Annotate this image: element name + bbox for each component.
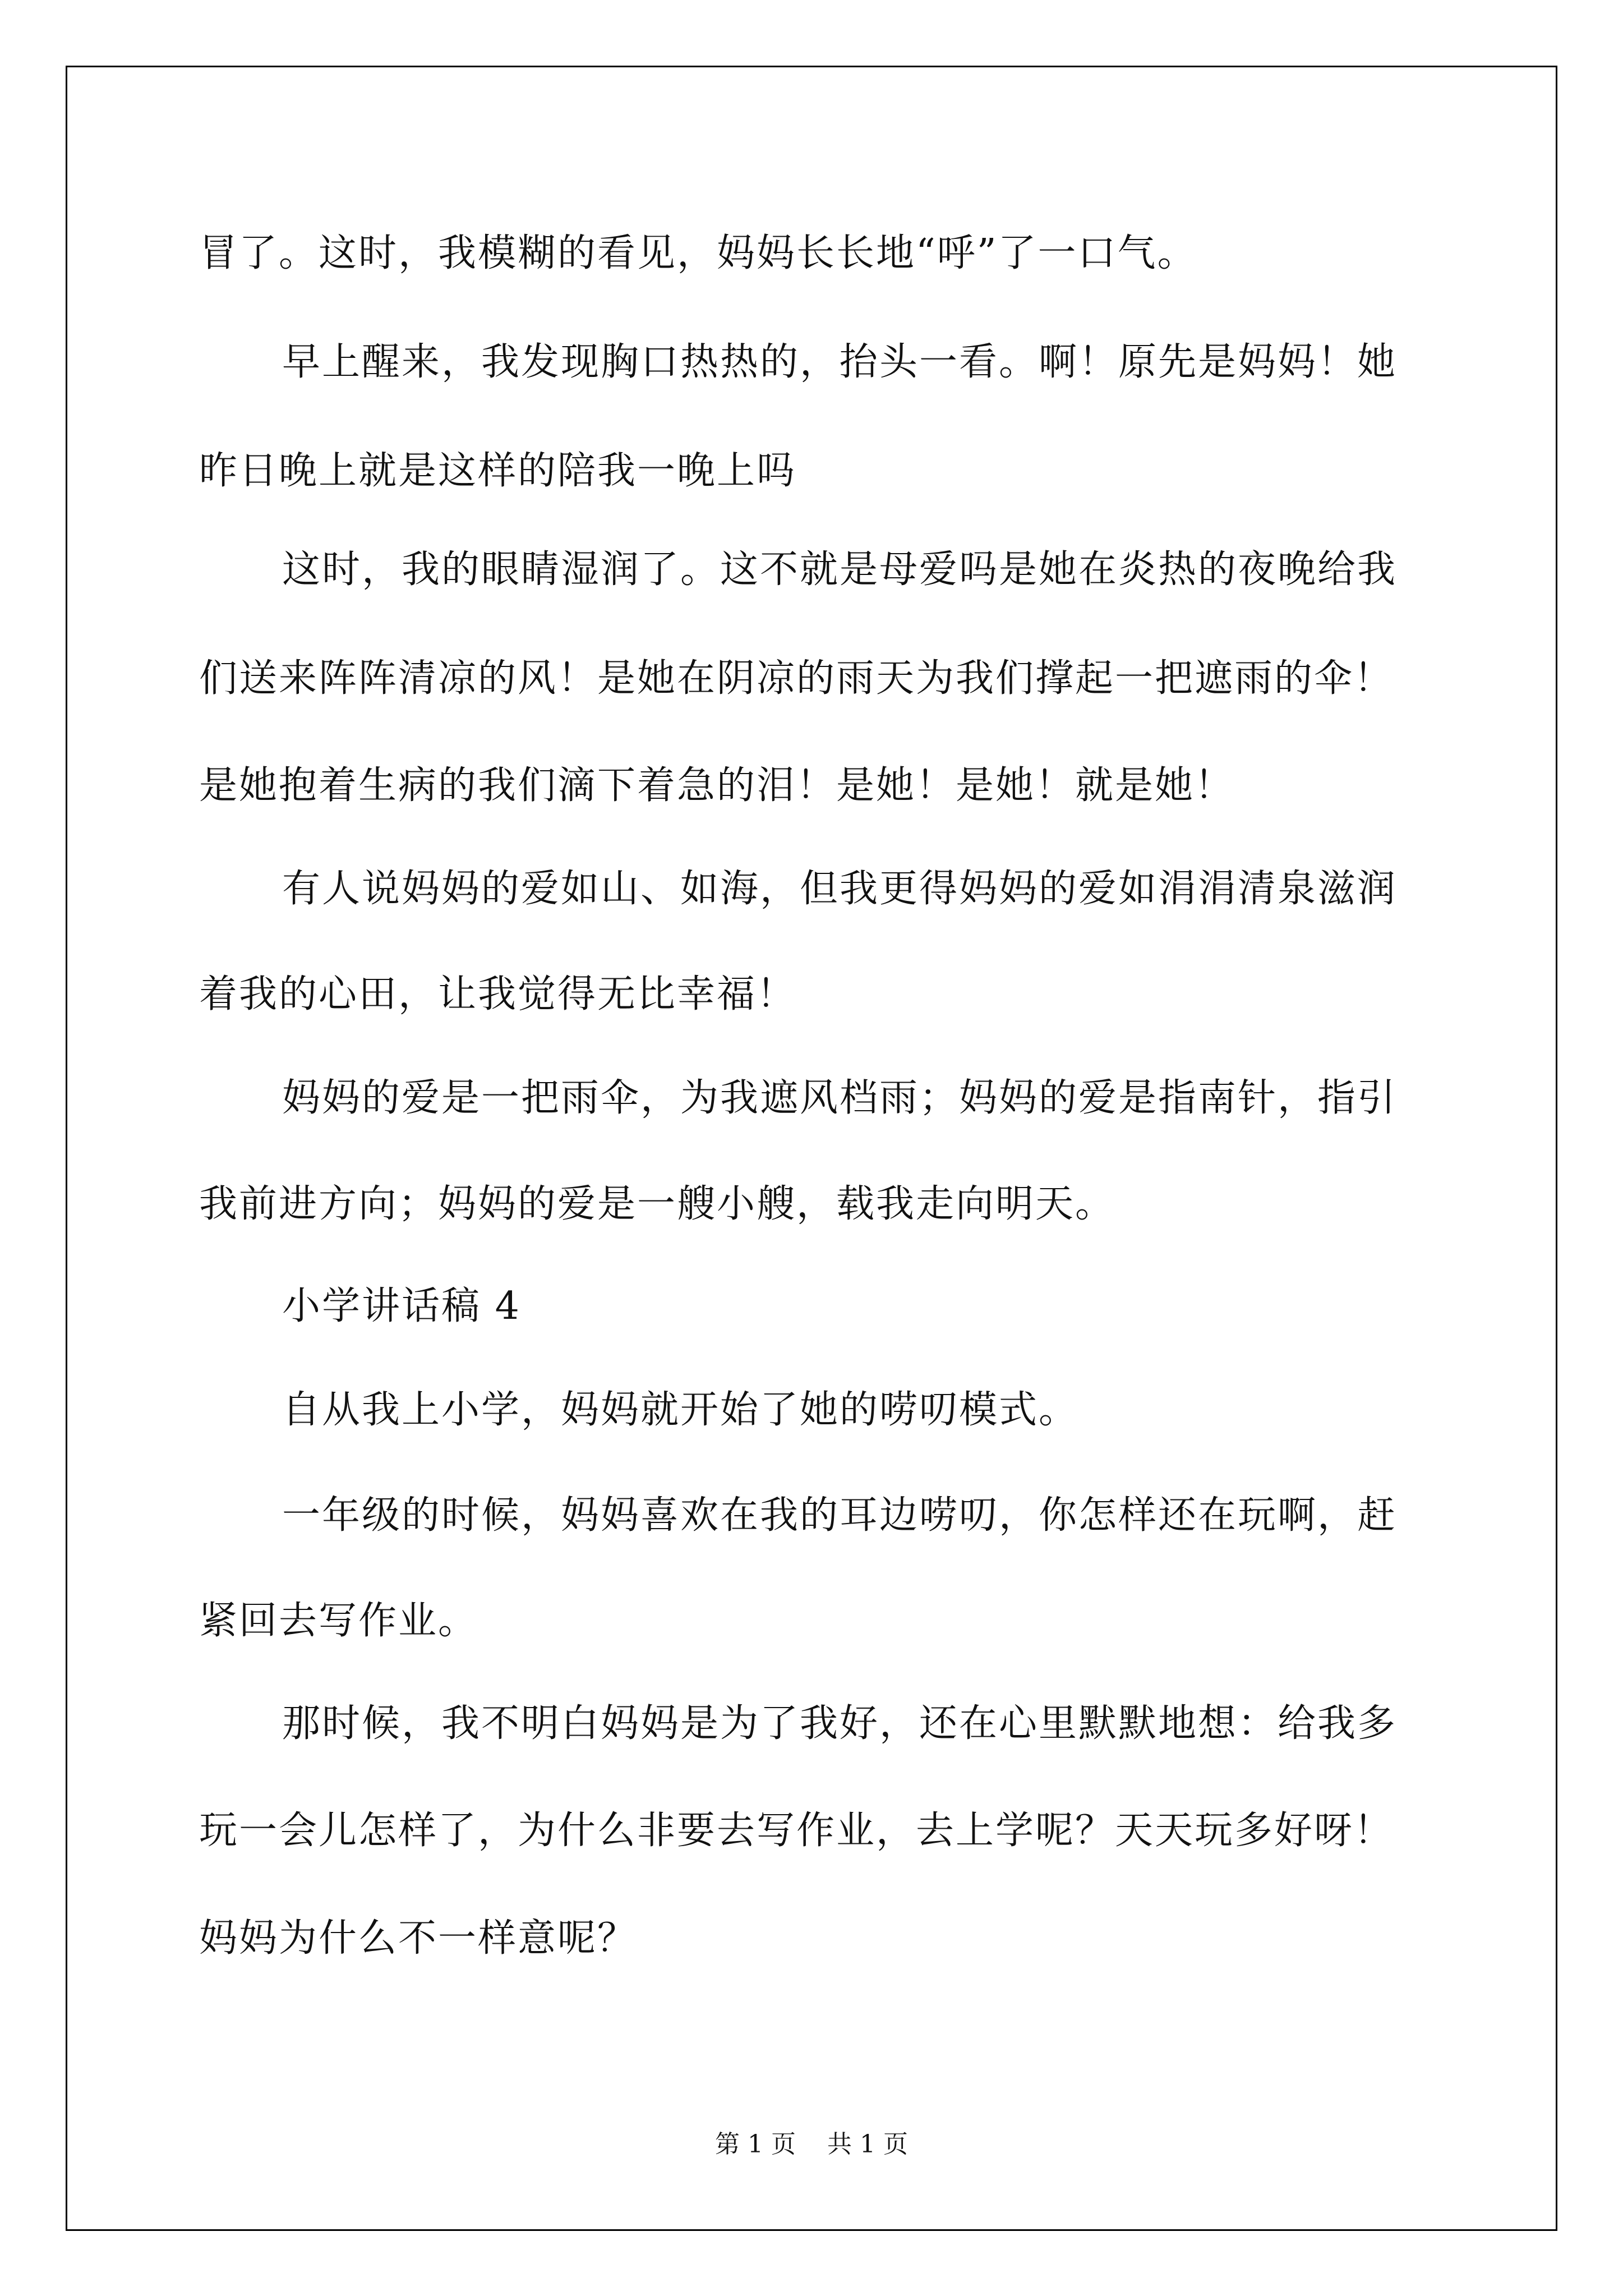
section-heading: 小学讲话稿 4 (282, 1284, 521, 1328)
paragraph-line: 冒了。这时，我模糊的看见，妈妈长长地“呼”了一口气。 (199, 231, 1197, 275)
paragraph-line: 早上醒来，我发现胸口热热的，抬头一看。啊！原先是妈妈！她 (282, 340, 1398, 384)
paragraph-line: 是她抱着生病的我们滴下着急的泪！是她！是她！就是她！ (199, 763, 1235, 808)
page-footer (0, 2130, 1623, 2159)
paragraph-line: 那时候，我不明白妈妈是为了我好，还在心里默默地想：给我多 (282, 1701, 1398, 1746)
page-border (66, 66, 1557, 2231)
page-total: 共 1 页 (827, 2130, 908, 2159)
paragraph-line: 这时，我的眼睛湿润了。这不就是母爱吗是她在炎热的夜晚给我 (282, 547, 1398, 592)
paragraph-line: 妈妈的爱是一把雨伞，为我遮风档雨；妈妈的爱是指南针，指引 (282, 1076, 1398, 1120)
paragraph-line: 一年级的时候，妈妈喜欢在我的耳边唠叨，你怎样还在玩啊，赶 (282, 1493, 1398, 1538)
paragraph-line: 们送来阵阵清凉的风！是她在阴凉的雨天为我们撑起一把遮雨的伞！ (199, 656, 1394, 701)
paragraph-line: 昨日晚上就是这样的陪我一晚上吗 (199, 449, 797, 493)
page-number: 第 1 页 (715, 2130, 796, 2159)
paragraph-line: 着我的心田，让我觉得无比幸福！ (199, 972, 797, 1016)
paragraph-line: 自从我上小学，妈妈就开始了她的唠叨模式。 (282, 1388, 1079, 1432)
paragraph-line: 紧回去写作业。 (199, 1599, 478, 1643)
paragraph-line: 玩一会儿怎样了，为什么非要去写作业，去上学呢？天天玩多好呀！ (199, 1809, 1394, 1853)
paragraph-line: 有人说妈妈的爱如山、如海，但我更得妈妈的爱如涓涓清泉滋润 (282, 867, 1398, 911)
paragraph-line: 我前进方向；妈妈的爱是一艘小艘，载我走向明天。 (199, 1182, 1115, 1226)
paragraph-line: 妈妈为什么不一样意呢？ (199, 1916, 638, 1961)
